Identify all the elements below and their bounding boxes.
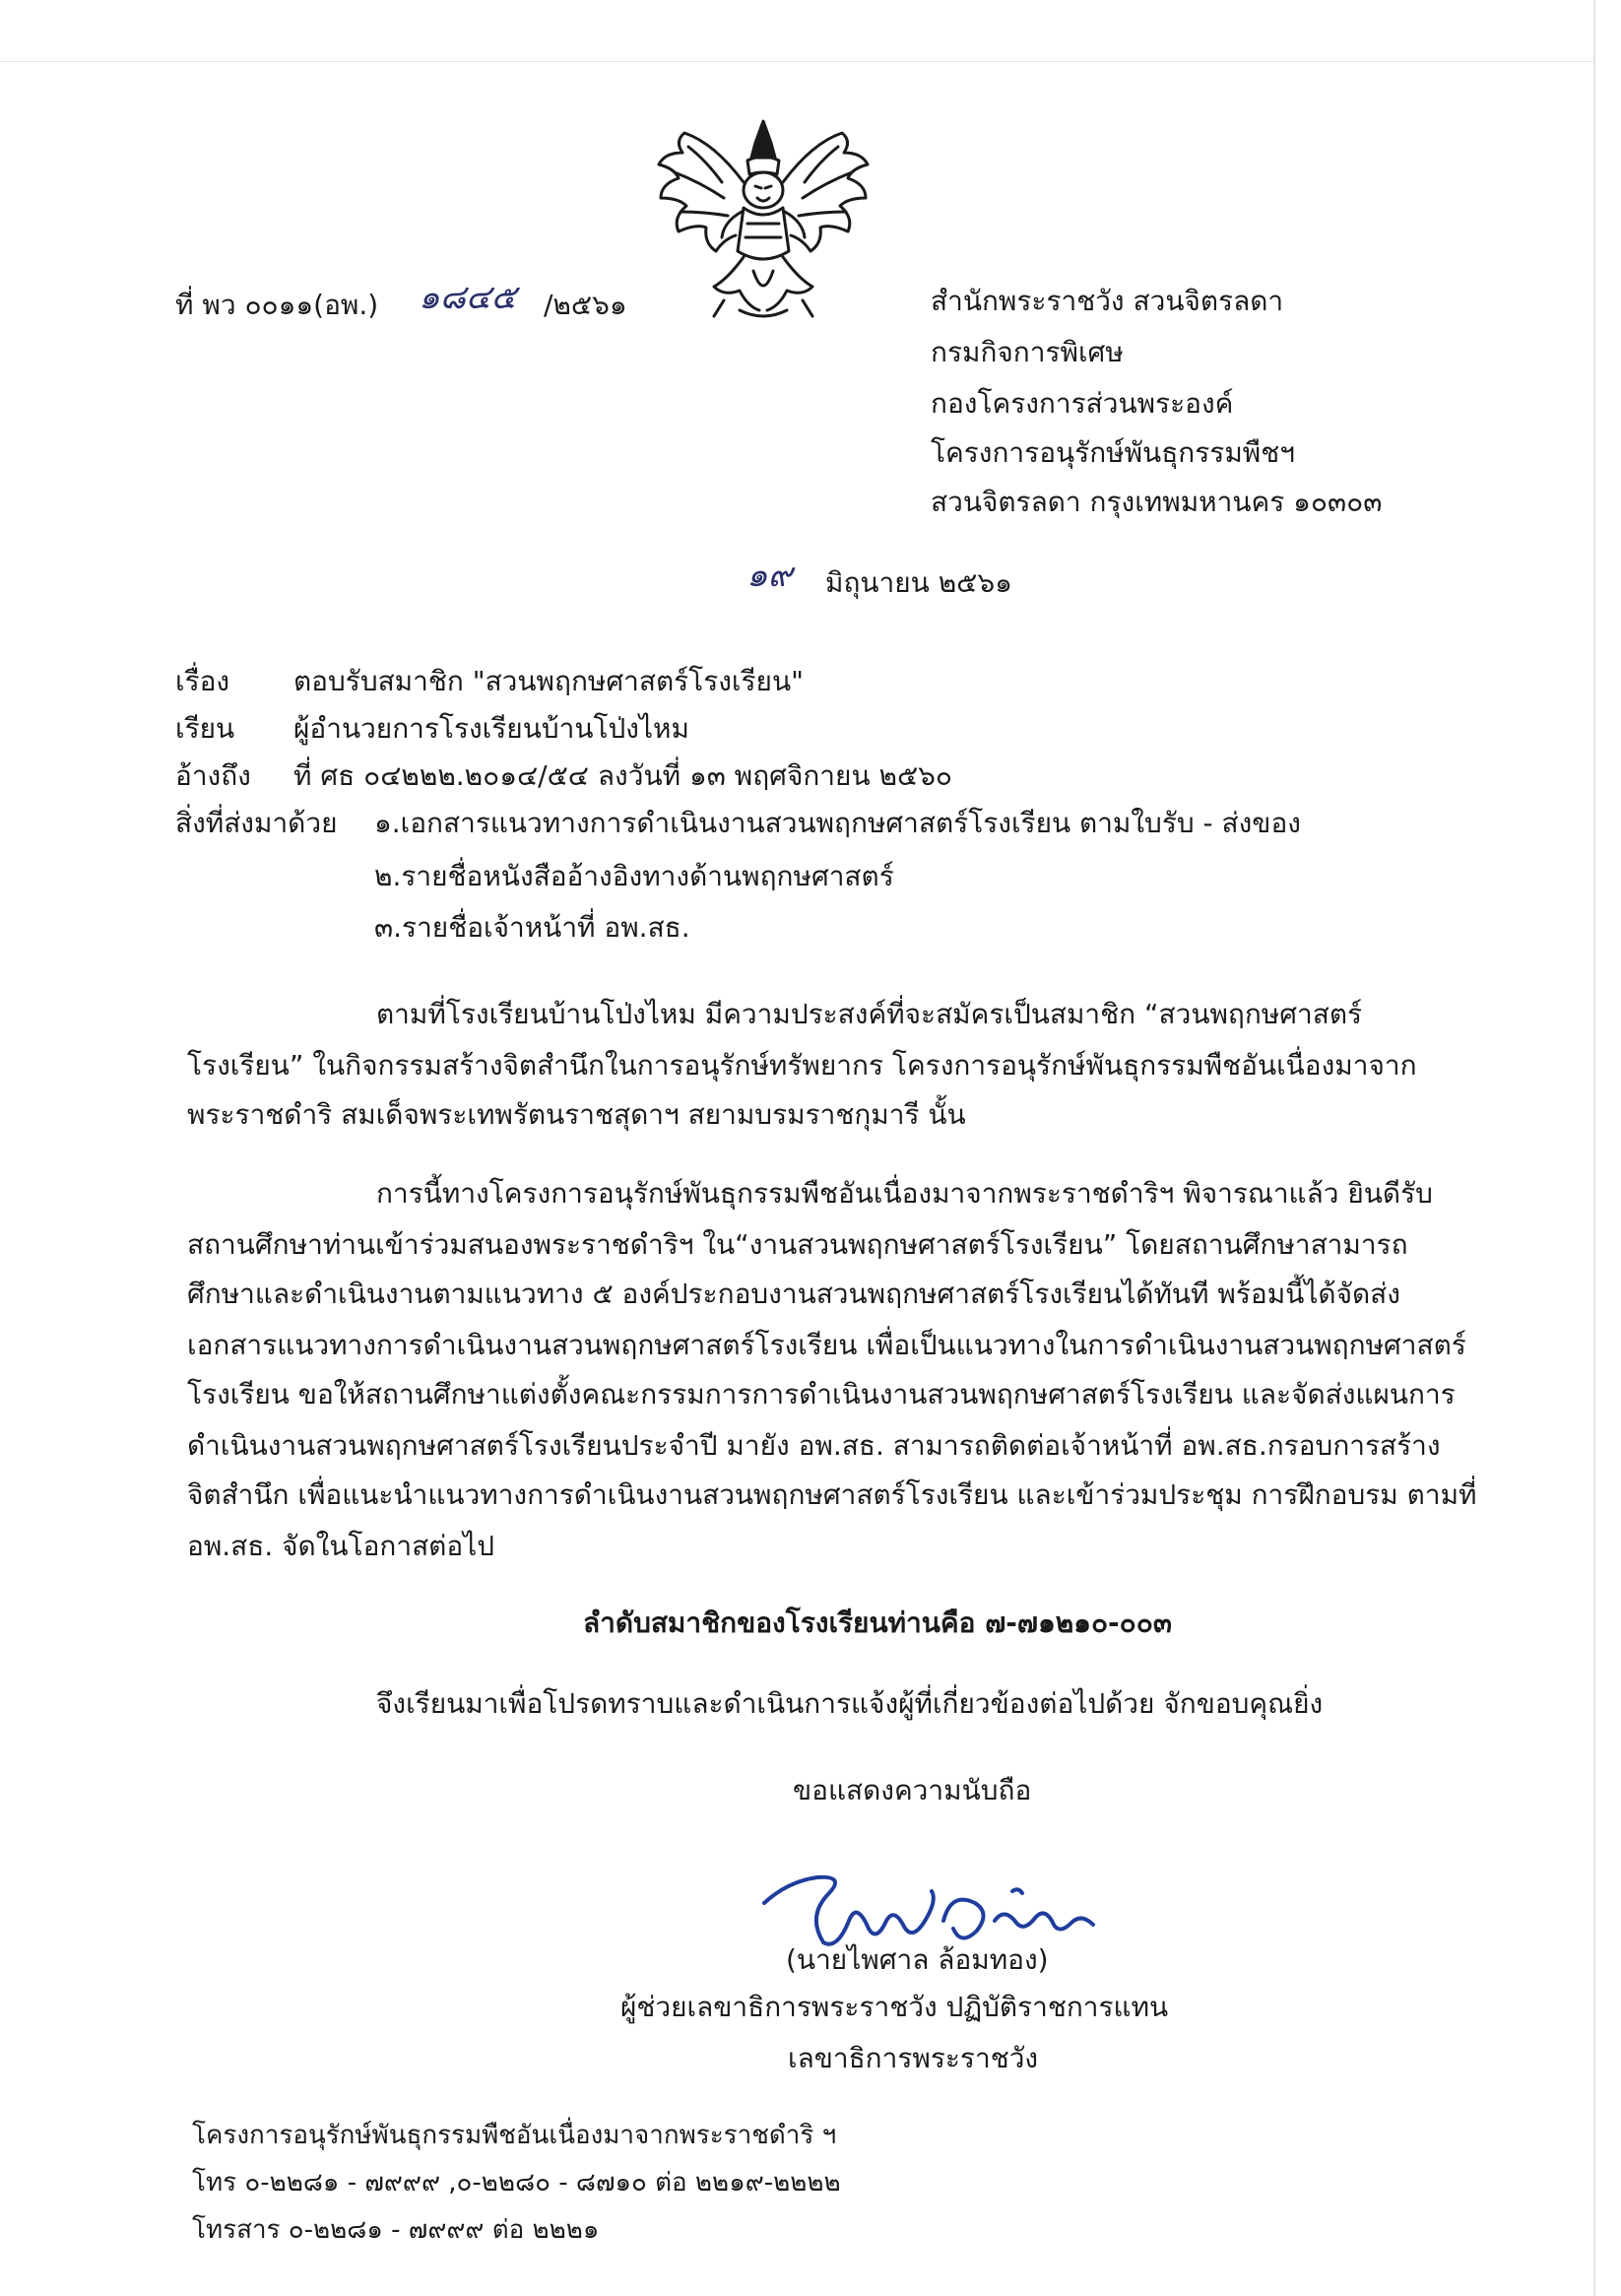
para1-line-3: พระราชดำริ สมเด็จพระเทพรัตนราชสุดาฯ สยามบรมราชกุมารี นั้น bbox=[187, 1098, 966, 1131]
sender-line-1: สำนักพระราชวัง สวนจิตรลดา bbox=[931, 285, 1284, 317]
enclosure-item-3: ๓.รายชื่อเจ้าหน้าที่ อพ.สธ. bbox=[374, 911, 690, 944]
para2-line-1: การนี้ทางโครงการอนุรักษ์พันธุกรรมพืชอันเนื่องมาจากพระราชดำริฯ พิจารณาแล้ว ยินดีรับ bbox=[376, 1177, 1433, 1210]
para1-line-1: ตามที่โรงเรียนบ้านโป่งไหม มีความประสงค์ที่จะสมัครเป็นสมาชิก “สวนพฤกษศาสตร์ bbox=[376, 998, 1363, 1030]
footer-tel: โทร ๐-๒๒๘๑ - ๗๙๙๙ ,๐-๒๒๘๐ - ๘๗๑๐ ต่อ ๒๒๑๙-๒๒๒๒ bbox=[192, 2168, 841, 2198]
ref-text: ที่ ศธ ๐๔๒๒๒.๒๐๑๔/๕๔ ลงวันที่ ๑๓ พฤศจิกายน ๒๕๖๐ bbox=[293, 759, 952, 792]
subject-label: เรื่อง bbox=[175, 665, 230, 697]
sender-line-2: กรมกิจการพิเศษ bbox=[931, 336, 1124, 368]
to-label: เรียน bbox=[175, 712, 235, 745]
to-text: ผู้อำนวยการโรงเรียนบ้านโป่งไหม bbox=[293, 712, 689, 745]
closing-text: จึงเรียนมาเพื่อโปรดทราบและดำเนินการแจ้งผู้ที่เกี่ยวข้องต่อไปด้วย จักขอบคุณยิ่ง bbox=[376, 1687, 1324, 1720]
para2-line-8: อพ.สธ. จัดในโอกาสต่อไป bbox=[187, 1530, 495, 1562]
enclosure-item-1: ๑.เอกสารแนวทางการดำเนินงานสวนพฤกษศาสตร์โรงเรียน ตามใบรับ - ส่งของ bbox=[374, 807, 1301, 839]
subject-text: ตอบรับสมาชิก "สวนพฤกษศาสตร์โรงเรียน" bbox=[293, 665, 804, 697]
ref-number-handwritten: ๑๘๔๕ bbox=[419, 278, 517, 317]
sender-line-3: กองโครงการส่วนพระองค์ bbox=[931, 387, 1234, 420]
regards-text: ขอแสดงความนับถือ bbox=[793, 1774, 1032, 1806]
signer-name: (นายไพศาล ล้อมทอง) bbox=[786, 1943, 1049, 1976]
signer-position-2: เลขาธิการพระราชวัง bbox=[788, 2042, 1039, 2074]
footer-fax: โทรสาร ๐-๒๒๘๑ - ๗๙๙๙ ต่อ ๒๒๒๑ bbox=[192, 2215, 600, 2245]
sender-line-4: โครงการอนุรักษ์พันธุกรรมพืชฯ bbox=[931, 436, 1295, 469]
para2-line-2: สถานศึกษาท่านเข้าร่วมสนองพระราชดำริฯ ใน“งานสวนพฤกษศาสตร์โรงเรียน” โดยสถานศึกษาสามารถ bbox=[187, 1228, 1408, 1261]
enclosure-label: สิ่งที่ส่งมาด้วย bbox=[175, 807, 338, 839]
ref-label: อ้างถึง bbox=[175, 759, 251, 792]
para1-line-2: โรงเรียน” ในกิจกรรมสร้างจิตสำนึกในการอนุรักษ์ทรัพยากร โครงการอนุรักษ์พันธุกรรมพืชอันเนื่องมาจาก bbox=[187, 1049, 1417, 1082]
footer-org: โครงการอนุรักษ์พันธุกรรมพืชอันเนื่องมาจากพระราชดำริ ฯ bbox=[192, 2121, 837, 2150]
scan-edge-top bbox=[0, 61, 1593, 62]
sender-line-5: สวนจิตรลดา กรุงเทพมหานคร ๑๐๓๐๓ bbox=[931, 486, 1383, 518]
ref-prefix: ที่ พว ๐๐๑๑(อพ.) bbox=[175, 289, 379, 321]
garuda-emblem-icon bbox=[645, 113, 881, 325]
signer-position-1: ผู้ช่วยเลขาธิการพระราชวัง ปฏิบัติราชการแทน bbox=[620, 1991, 1169, 2023]
member-number: ลำดับสมาชิกของโรงเรียนท่านคือ ๗-๗๑๒๑๐-๐๐๓ bbox=[583, 1607, 1172, 1639]
ref-year: /๒๕๖๑ bbox=[544, 289, 627, 321]
para2-line-3: ศึกษาและดำเนินงานตามแนวทาง ๕ องค์ประกอบงานสวนพฤกษศาสตร์โรงเรียนได้ทันที พร้อมนี้ได้จัดส่ง bbox=[187, 1278, 1400, 1310]
para2-line-4: เอกสารแนวทางการดำเนินงานสวนพฤกษศาสตร์โรงเรียน เพื่อเป็นแนวทางในการดำเนินงานสวนพฤกษศาสตร์ bbox=[187, 1329, 1466, 1361]
enclosure-item-2: ๒.รายชื่อหนังสืออ้างอิงทางด้านพฤกษศาสตร์ bbox=[374, 860, 894, 892]
date-day-handwritten: ๑๙ bbox=[746, 556, 793, 595]
scan-edge-right bbox=[1593, 0, 1595, 2296]
para2-line-6: ดำเนินงานสวนพฤกษศาสตร์โรงเรียนประจำปี มายัง อพ.สธ. สามารถติดต่อเจ้าหน้าที่ อพ.สธ.กรอบการสร้าง bbox=[187, 1429, 1441, 1462]
date-rest: มิถุนายน ๒๕๖๑ bbox=[825, 566, 1012, 599]
para2-line-7: จิตสำนึก เพื่อแนะนำแนวทางการดำเนินงานสวนพฤกษศาสตร์โรงเรียน และเข้าร่วมประชุม การฝึกอบรม ตามที่ bbox=[187, 1478, 1477, 1511]
para2-line-5: โรงเรียน ขอให้สถานศึกษาแต่งตั้งคณะกรรมการการดำเนินงานสวนพฤกษศาสตร์โรงเรียน และจัดส่งแผนการ bbox=[187, 1378, 1456, 1410]
